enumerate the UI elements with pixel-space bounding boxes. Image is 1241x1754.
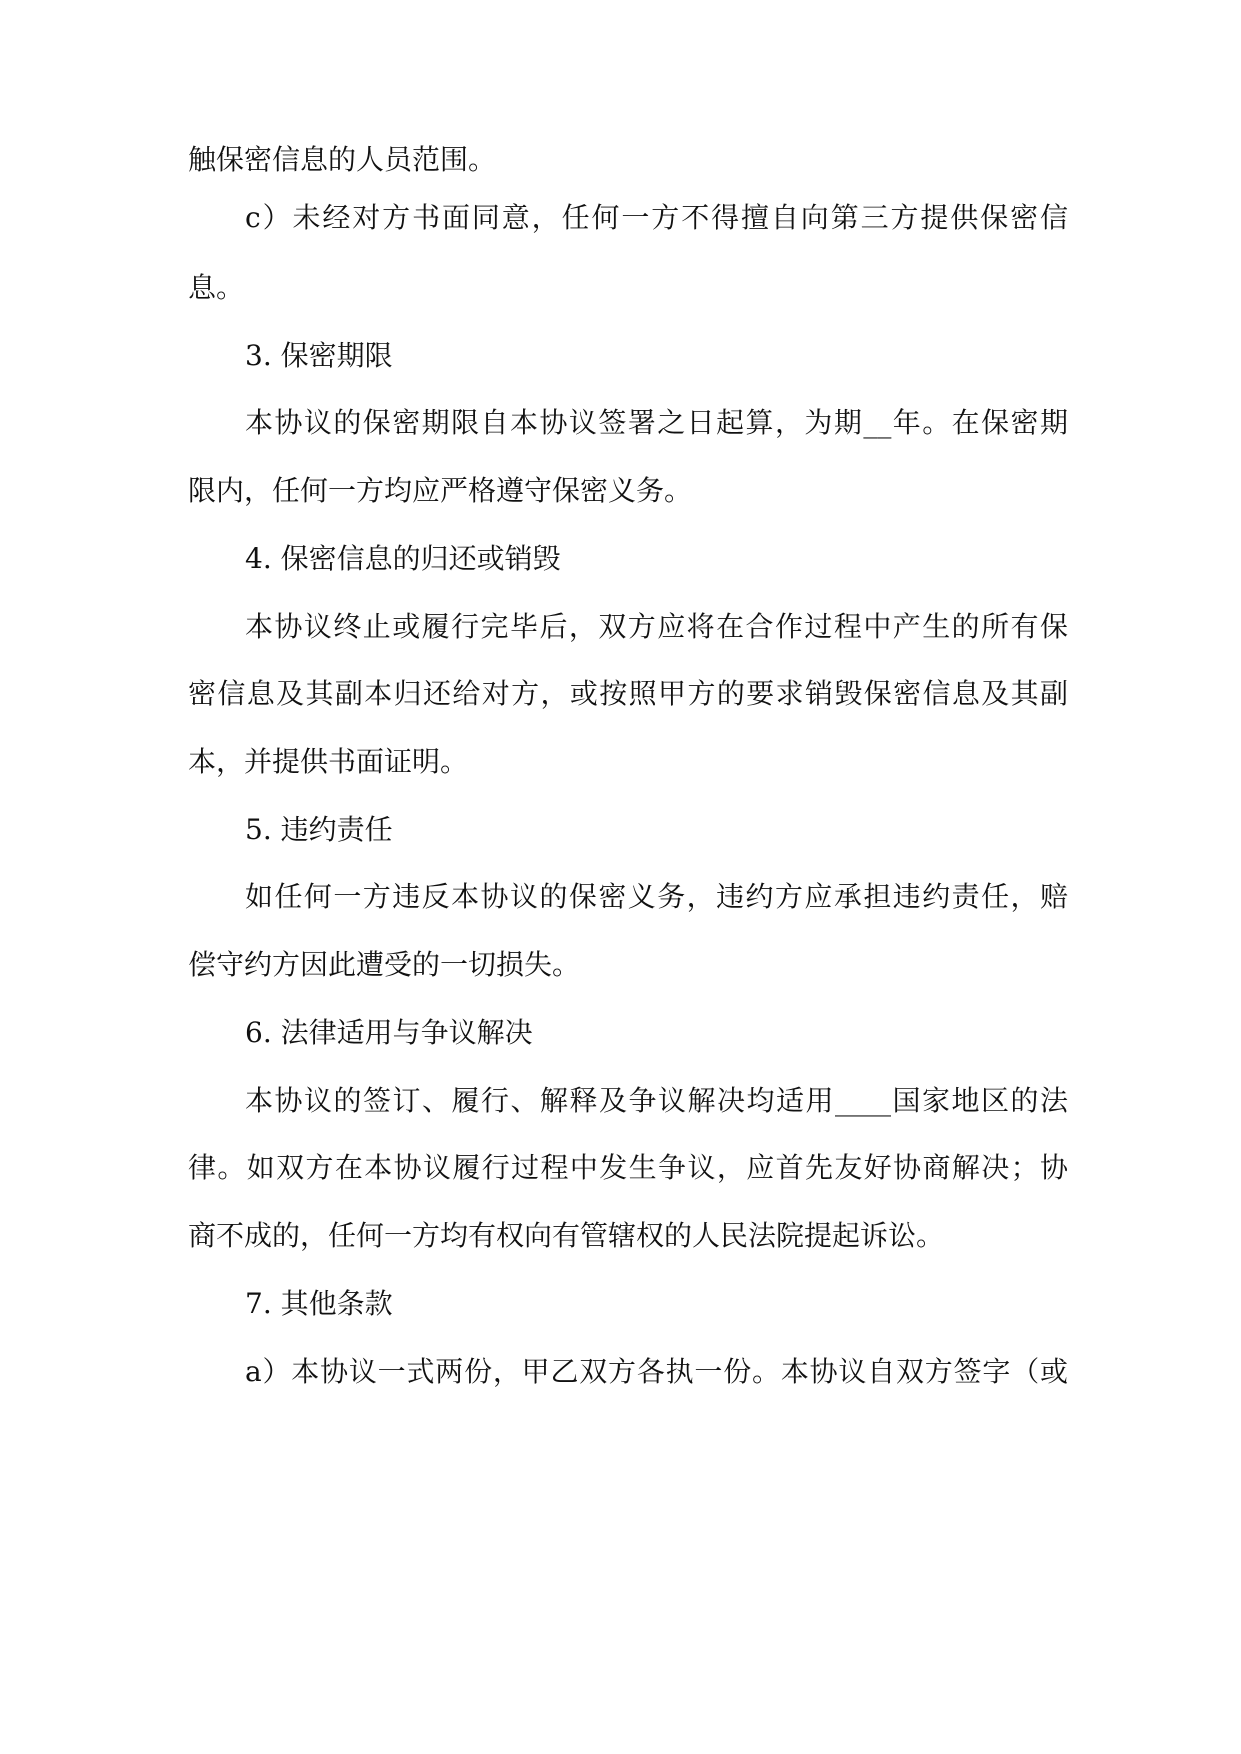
text-line-12: 如任何一方违反本协议的保密义务，违约方应承担违约责任，赔 <box>245 880 1068 913</box>
section-heading-4: 4. 保密信息的归还或销毁 <box>245 542 561 575</box>
text-line-1: 触保密信息的人员范围。 <box>188 143 497 176</box>
section-heading-5: 5. 违约责任 <box>245 813 393 846</box>
text-line-13: 偿守约方因此遭受的一切损失。 <box>188 948 581 981</box>
section-heading-7: 7. 其他条款 <box>245 1287 393 1320</box>
text-line-19: a）本协议一式两份，甲乙双方各执一份。本协议自双方签字（或 <box>245 1355 1068 1388</box>
text-line-3: 息。 <box>188 271 245 304</box>
text-line-15: 本协议的签订、履行、解释及争议解决均适用____国家地区的法 <box>245 1084 1068 1117</box>
text-line-8: 本协议终止或履行完毕后，双方应将在合作过程中产生的所有保 <box>245 610 1068 643</box>
text-line-6: 限内，任何一方均应严格遵守保密义务。 <box>188 474 693 507</box>
section-heading-6: 6. 法律适用与争议解决 <box>245 1016 533 1049</box>
section-heading-3: 3. 保密期限 <box>245 339 393 372</box>
text-line-10: 本，并提供书面证明。 <box>188 745 469 778</box>
text-line-5: 本协议的保密期限自本协议签署之日起算，为期__年。在保密期 <box>245 406 1068 439</box>
text-line-9: 密信息及其副本归还给对方，或按照甲方的要求销毁保密信息及其副 <box>188 677 1068 710</box>
text-line-16: 律。如双方在本协议履行过程中发生争议，应首先友好协商解决；协 <box>188 1151 1068 1184</box>
text-line-17: 商不成的，任何一方均有权向有管辖权的人民法院提起诉讼。 <box>188 1219 945 1252</box>
text-line-2: c）未经对方书面同意，任何一方不得擅自向第三方提供保密信 <box>245 201 1068 234</box>
